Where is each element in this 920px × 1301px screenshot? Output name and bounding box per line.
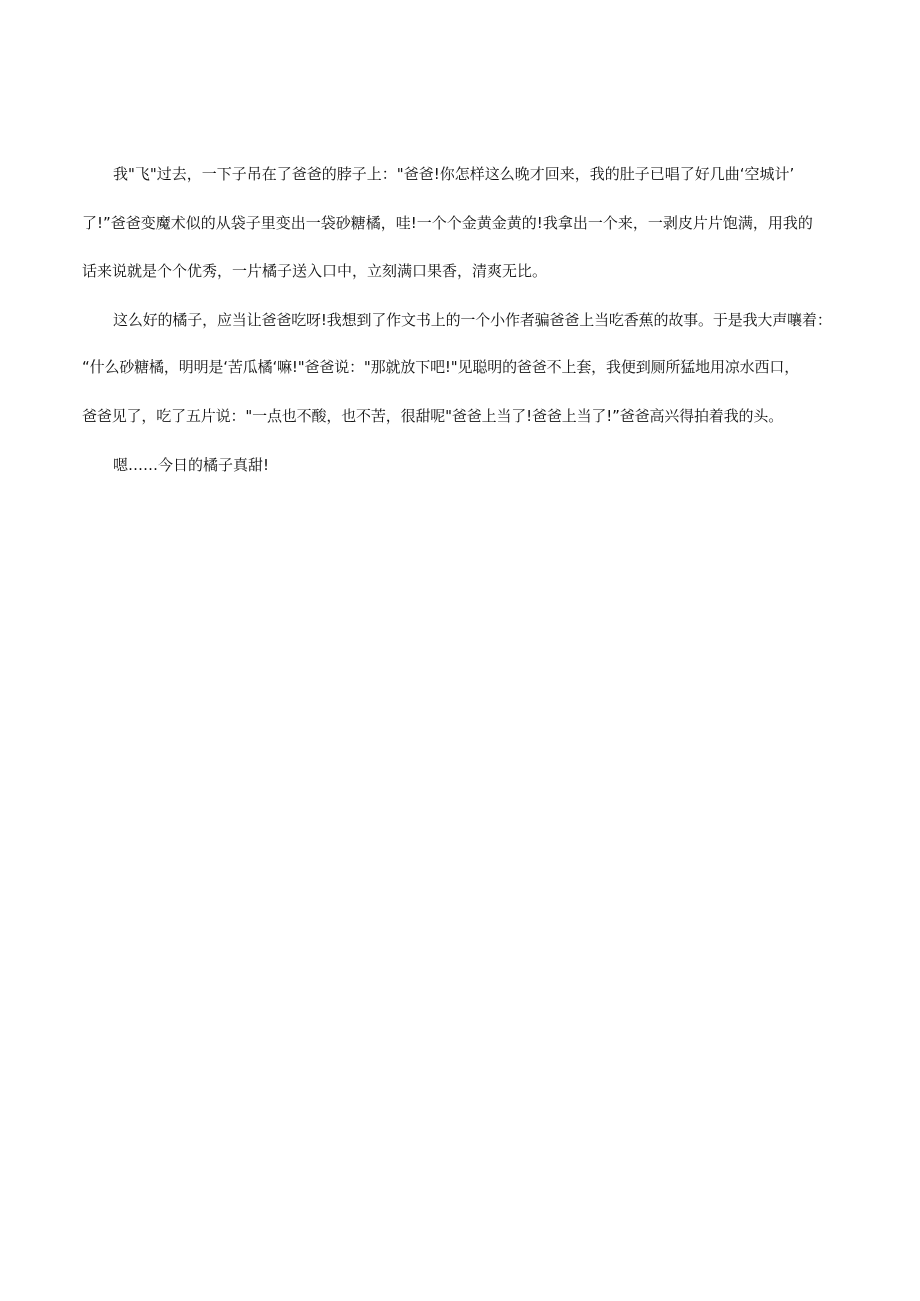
paragraph-1-line-1: 我"飞"过去，一下子吊在了爸爸的脖子上："爸爸!你怎样这么晚才回来，我的肚子已唱了好几曲‘空城计’ bbox=[113, 165, 795, 183]
paragraph-1-line-3: 话来说就是个个优秀，一片橘子送入口中，立刻满口果香，清爽无比。 bbox=[82, 262, 548, 280]
paragraph-2-line-3: 爸爸见了，吃了五片说："一点也不酸，也不苦，很甜呢"爸爸上当了!爸爸上当了!”爸爸高兴得拍着我的头。 bbox=[82, 407, 784, 425]
paragraph-3-line-1: 嗯……今日的橘子真甜! bbox=[113, 456, 270, 474]
paragraph-1-line-2: 了!”爸爸变魔术似的从袋子里变出一袋砂糖橘，哇!一个个金黄金黄的!我拿出一个来，一剥皮片片饱满，用我的 bbox=[82, 214, 813, 232]
paragraph-2-line-1: 这么好的橘子，应当让爸爸吃呀!我想到了作文书上的一个小作者骗爸爸上当吃香蕉的故事。于是我大声嚷着： bbox=[113, 311, 832, 329]
paragraph-2-line-2: “什么砂糖橘，明明是‘苦瓜橘‘嘛!"爸爸说："那就放下吧!"见聪明的爸爸不上套，我便到厕所猛地用凉水西口， bbox=[82, 358, 800, 376]
